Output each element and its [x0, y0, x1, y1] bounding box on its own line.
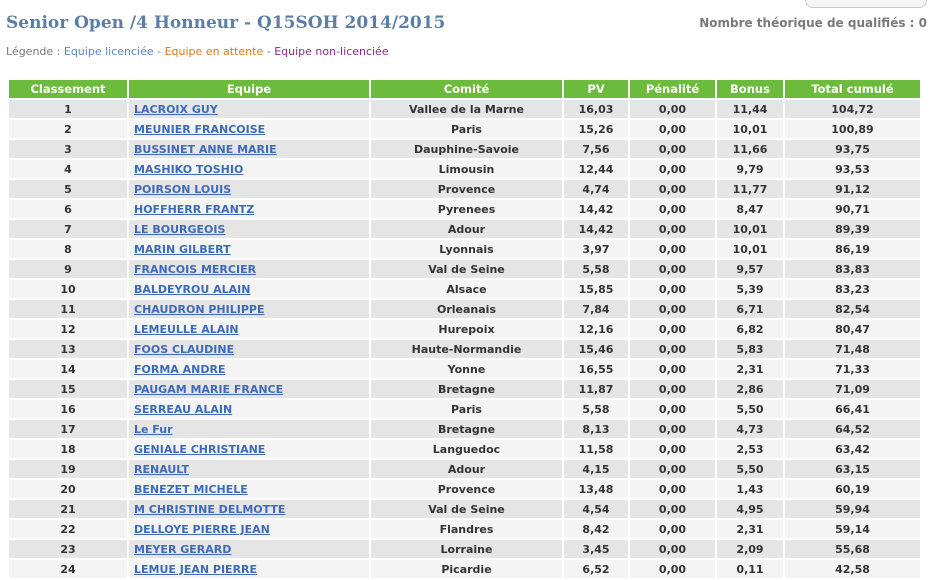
committee-cell: Adour	[371, 460, 562, 480]
total-cell: 82,54	[785, 300, 920, 320]
rank-cell: 24	[9, 560, 127, 580]
total-cell: 93,75	[785, 140, 920, 160]
table-row	[9, 200, 920, 220]
table-row	[9, 100, 920, 120]
bonus-cell: 2,31	[717, 360, 783, 380]
team-link[interactable]: BENEZET MICHELE	[134, 482, 248, 496]
team-cell	[129, 140, 369, 160]
committee-cell: Haute-Normandie	[371, 340, 562, 360]
team-cell	[129, 420, 369, 440]
rank-cell: 7	[9, 220, 127, 240]
pv-cell: 11,87	[564, 380, 628, 400]
penalty-cell: 0,00	[630, 180, 715, 200]
team-cell	[129, 320, 369, 340]
committee-cell: Flandres	[371, 520, 562, 540]
pv-cell: 16,55	[564, 360, 628, 380]
pv-cell: 13,48	[564, 480, 628, 500]
rank-cell: 22	[9, 520, 127, 540]
pv-cell: 15,85	[564, 280, 628, 300]
column-header-equipe[interactable]: Equipe	[129, 80, 369, 100]
total-cell: 55,68	[785, 540, 920, 560]
bonus-cell: 9,79	[717, 160, 783, 180]
rank-cell: 16	[9, 400, 127, 420]
total-cell: 100,89	[785, 120, 920, 140]
table-row	[9, 560, 920, 580]
rank-cell: 17	[9, 420, 127, 440]
team-cell	[129, 300, 369, 320]
total-cell: 63,15	[785, 460, 920, 480]
legend-prefix: Légende :	[6, 45, 64, 58]
team-link[interactable]: LEMEULLE ALAIN	[134, 322, 239, 336]
pv-cell: 6,52	[564, 560, 628, 580]
pv-cell: 3,97	[564, 240, 628, 260]
page-title: Senior Open /4 Honneur - Q15SOH 2014/2015	[6, 13, 446, 33]
committee-cell: Pyrenees	[371, 200, 562, 220]
rank-cell: 3	[9, 140, 127, 160]
rank-cell: 12	[9, 320, 127, 340]
penalty-cell: 0,00	[630, 440, 715, 460]
column-header-total[interactable]: Total cumulé	[785, 80, 920, 100]
team-cell	[129, 340, 369, 360]
rank-cell: 1	[9, 100, 127, 120]
table-row	[9, 260, 920, 280]
committee-cell: Alsace	[371, 280, 562, 300]
team-cell	[129, 400, 369, 420]
pv-cell: 12,44	[564, 160, 628, 180]
team-cell	[129, 540, 369, 560]
table-row	[9, 380, 920, 400]
pv-cell: 16,03	[564, 100, 628, 120]
bonus-cell: 5,50	[717, 400, 783, 420]
pv-cell: 4,74	[564, 180, 628, 200]
team-cell	[129, 380, 369, 400]
committee-cell: Adour	[371, 220, 562, 240]
pv-cell: 4,54	[564, 500, 628, 520]
total-cell: 71,48	[785, 340, 920, 360]
table-row	[9, 480, 920, 500]
column-header-comite[interactable]: Comité	[371, 80, 562, 100]
table-row	[9, 240, 920, 260]
committee-cell: Languedoc	[371, 440, 562, 460]
team-link[interactable]: CHAUDRON PHILIPPE	[134, 302, 265, 316]
table-row	[9, 180, 920, 200]
penalty-cell: 0,00	[630, 220, 715, 240]
team-cell	[129, 200, 369, 220]
total-cell: 90,71	[785, 200, 920, 220]
team-link[interactable]: DELLOYE PIERRE JEAN	[134, 522, 270, 536]
table-row	[9, 300, 920, 320]
rank-cell: 10	[9, 280, 127, 300]
legend-separator: -	[263, 45, 275, 58]
total-cell: 60,19	[785, 480, 920, 500]
team-cell	[129, 520, 369, 540]
pv-cell: 5,58	[564, 400, 628, 420]
bonus-cell: 1,43	[717, 480, 783, 500]
table-row	[9, 320, 920, 340]
team-link[interactable]: GENIALE CHRISTIANE	[134, 442, 266, 456]
bonus-cell: 10,01	[717, 120, 783, 140]
penalty-cell: 0,00	[630, 420, 715, 440]
top-right-button[interactable]	[805, 0, 927, 8]
rank-cell: 6	[9, 200, 127, 220]
penalty-cell: 0,00	[630, 140, 715, 160]
team-link[interactable]: RENAULT	[134, 462, 189, 476]
legend-pending: Equipe en attente	[164, 45, 264, 58]
table-row	[9, 140, 920, 160]
bonus-cell: 5,39	[717, 280, 783, 300]
bonus-cell: 2,86	[717, 380, 783, 400]
rank-cell: 20	[9, 480, 127, 500]
pv-cell: 7,84	[564, 300, 628, 320]
pv-cell: 14,42	[564, 200, 628, 220]
team-cell	[129, 240, 369, 260]
pv-cell: 15,46	[564, 340, 628, 360]
committee-cell: Dauphine-Savoie	[371, 140, 562, 160]
penalty-cell: 0,00	[630, 260, 715, 280]
penalty-cell: 0,00	[630, 560, 715, 580]
bonus-cell: 9,57	[717, 260, 783, 280]
total-cell: 42,58	[785, 560, 920, 580]
team-link[interactable]: MEUNIER FRANCOISE	[134, 122, 266, 136]
team-cell	[129, 120, 369, 140]
pv-cell: 8,42	[564, 520, 628, 540]
total-cell: 104,72	[785, 100, 920, 120]
total-cell: 71,09	[785, 380, 920, 400]
table-row	[9, 120, 920, 140]
total-cell: 63,42	[785, 440, 920, 460]
team-cell	[129, 220, 369, 240]
ranking-table	[7, 80, 922, 580]
committee-cell: Val de Seine	[371, 260, 562, 280]
bonus-cell: 11,44	[717, 100, 783, 120]
team-cell	[129, 480, 369, 500]
committee-cell: Orleanais	[371, 300, 562, 320]
team-link[interactable]: BUSSINET ANNE MARIE	[134, 142, 277, 156]
total-cell: 66,41	[785, 400, 920, 420]
total-cell: 80,47	[785, 320, 920, 340]
total-cell: 83,23	[785, 280, 920, 300]
committee-cell: Lorraine	[371, 540, 562, 560]
team-cell	[129, 560, 369, 580]
team-link[interactable]: MARIN GILBERT	[134, 242, 231, 256]
team-cell	[129, 180, 369, 200]
committee-cell: Val de Seine	[371, 500, 562, 520]
team-link[interactable]: Le Fur	[134, 422, 173, 436]
pv-cell: 11,58	[564, 440, 628, 460]
table-row	[9, 360, 920, 380]
team-link[interactable]: MASHIKO TOSHIO	[134, 162, 244, 176]
team-link[interactable]: FOOS CLAUDINE	[134, 342, 235, 356]
pv-cell: 14,42	[564, 220, 628, 240]
bonus-cell: 6,71	[717, 300, 783, 320]
bonus-cell: 4,95	[717, 500, 783, 520]
column-header-classement[interactable]: Classement	[9, 80, 127, 100]
total-cell: 86,19	[785, 240, 920, 260]
committee-cell: Picardie	[371, 560, 562, 580]
rank-cell: 23	[9, 540, 127, 560]
team-cell	[129, 440, 369, 460]
total-cell: 64,52	[785, 420, 920, 440]
table-row	[9, 160, 920, 180]
team-cell	[129, 460, 369, 480]
rank-cell: 2	[9, 120, 127, 140]
committee-cell: Limousin	[371, 160, 562, 180]
rank-cell: 13	[9, 340, 127, 360]
pv-cell: 4,15	[564, 460, 628, 480]
total-cell: 59,94	[785, 500, 920, 520]
bonus-cell: 11,77	[717, 180, 783, 200]
table-row	[9, 340, 920, 360]
committee-cell: Provence	[371, 180, 562, 200]
bonus-cell: 2,31	[717, 520, 783, 540]
penalty-cell: 0,00	[630, 460, 715, 480]
total-cell: 59,14	[785, 520, 920, 540]
penalty-cell: 0,00	[630, 520, 715, 540]
penalty-cell: 0,00	[630, 360, 715, 380]
team-cell	[129, 260, 369, 280]
total-cell: 91,12	[785, 180, 920, 200]
team-cell	[129, 500, 369, 520]
committee-cell: Bretagne	[371, 420, 562, 440]
legend	[6, 45, 389, 58]
legend-unlicensed: Equipe non-licenciée	[274, 45, 389, 58]
legend-licensed: Equipe licenciée	[63, 45, 154, 58]
table-row	[9, 500, 920, 520]
team-link[interactable]: MEYER GERARD	[134, 542, 232, 556]
rank-cell: 14	[9, 360, 127, 380]
bonus-cell: 0,11	[717, 560, 783, 580]
table-row	[9, 420, 920, 440]
rank-cell: 21	[9, 500, 127, 520]
legend-separator: -	[153, 45, 165, 58]
penalty-cell: 0,00	[630, 480, 715, 500]
column-header-bonus[interactable]: Bonus	[717, 80, 783, 100]
penalty-cell: 0,00	[630, 100, 715, 120]
committee-cell: Vallee de la Marne	[371, 100, 562, 120]
bonus-cell: 6,82	[717, 320, 783, 340]
table-row	[9, 440, 920, 460]
penalty-cell: 0,00	[630, 380, 715, 400]
pv-cell: 12,16	[564, 320, 628, 340]
committee-cell: Paris	[371, 400, 562, 420]
team-link[interactable]: PAUGAM MARIE FRANCE	[134, 382, 284, 396]
column-header-pv[interactable]: PV	[564, 80, 628, 100]
committee-cell: Bretagne	[371, 380, 562, 400]
bonus-cell: 5,50	[717, 460, 783, 480]
team-link[interactable]: SERREAU ALAIN	[134, 402, 233, 416]
bonus-cell: 10,01	[717, 220, 783, 240]
bonus-cell: 5,83	[717, 340, 783, 360]
bonus-cell: 2,09	[717, 540, 783, 560]
penalty-cell: 0,00	[630, 160, 715, 180]
pv-cell: 7,56	[564, 140, 628, 160]
team-link[interactable]: BALDEYROU ALAIN	[134, 282, 251, 296]
penalty-cell: 0,00	[630, 500, 715, 520]
pv-cell: 3,45	[564, 540, 628, 560]
penalty-cell: 0,00	[630, 540, 715, 560]
penalty-cell: 0,00	[630, 240, 715, 260]
rank-cell: 19	[9, 460, 127, 480]
penalty-cell: 0,00	[630, 280, 715, 300]
team-cell	[129, 360, 369, 380]
table-row	[9, 220, 920, 240]
penalty-cell: 0,00	[630, 200, 715, 220]
rank-cell: 18	[9, 440, 127, 460]
team-link[interactable]: HOFFHERR FRANTZ	[134, 202, 255, 216]
team-link[interactable]: M CHRISTINE DELMOTTE	[134, 502, 286, 516]
penalty-cell: 0,00	[630, 340, 715, 360]
table-header-row	[9, 80, 920, 100]
penalty-cell: 0,00	[630, 120, 715, 140]
team-link[interactable]: FRANCOIS MERCIER	[134, 262, 257, 276]
rank-cell: 8	[9, 240, 127, 260]
committee-cell: Yonne	[371, 360, 562, 380]
pv-cell: 8,13	[564, 420, 628, 440]
pv-cell: 5,58	[564, 260, 628, 280]
total-cell: 93,53	[785, 160, 920, 180]
bonus-cell: 2,53	[717, 440, 783, 460]
table-row	[9, 520, 920, 540]
team-cell	[129, 160, 369, 180]
total-cell: 89,39	[785, 220, 920, 240]
committee-cell: Lyonnais	[371, 240, 562, 260]
committee-cell: Hurepoix	[371, 320, 562, 340]
rank-cell: 11	[9, 300, 127, 320]
penalty-cell: 0,00	[630, 300, 715, 320]
table-row	[9, 540, 920, 560]
committee-cell: Provence	[371, 480, 562, 500]
team-link[interactable]: LEMUE JEAN PIERRE	[134, 562, 258, 576]
pv-cell: 15,26	[564, 120, 628, 140]
bonus-cell: 8,47	[717, 200, 783, 220]
table-row	[9, 400, 920, 420]
team-cell	[129, 280, 369, 300]
table-row	[9, 460, 920, 480]
rank-cell: 15	[9, 380, 127, 400]
table-row	[9, 280, 920, 300]
bonus-cell: 11,66	[717, 140, 783, 160]
penalty-cell: 0,00	[630, 400, 715, 420]
total-cell: 71,33	[785, 360, 920, 380]
penalty-cell: 0,00	[630, 320, 715, 340]
team-link[interactable]: FORMA ANDRE	[134, 362, 226, 376]
qualified-count: Nombre théorique de qualifiés : 0	[699, 16, 927, 30]
committee-cell: Paris	[371, 120, 562, 140]
bonus-cell: 10,01	[717, 240, 783, 260]
team-link[interactable]: LE BOURGEOIS	[134, 222, 226, 236]
team-cell	[129, 100, 369, 120]
team-link[interactable]: POIRSON LOUIS	[134, 182, 232, 196]
rank-cell: 4	[9, 160, 127, 180]
rank-cell: 5	[9, 180, 127, 200]
rank-cell: 9	[9, 260, 127, 280]
team-link[interactable]: LACROIX GUY	[134, 102, 218, 116]
total-cell: 83,83	[785, 260, 920, 280]
bonus-cell: 4,73	[717, 420, 783, 440]
column-header-penalite[interactable]: Pénalité	[630, 80, 715, 100]
